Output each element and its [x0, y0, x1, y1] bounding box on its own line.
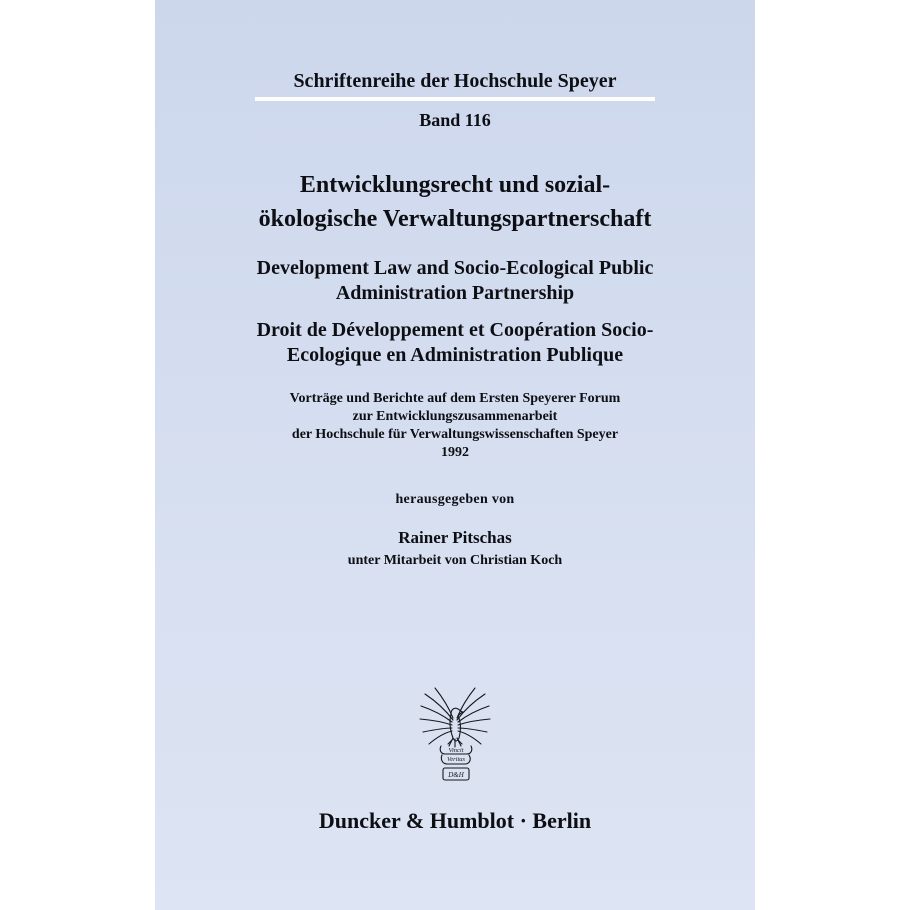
eagle-emblem-icon [417, 680, 493, 784]
title-english-line-1: Development Law and Socio-Ecological Public [256, 257, 654, 279]
subtitle-line-2: zur Entwicklungszusammenarbeit [352, 409, 558, 424]
logo-motto-1: Vincit [448, 747, 464, 754]
publisher: Duncker & Humblot · Berlin [318, 808, 592, 833]
subtitle-line-3: der Hochschule für Verwaltungswissenschaften Speyer [291, 427, 619, 442]
volume-number: Band 116 [419, 110, 491, 130]
title-german-line-2: ökologische Verwaltungspartnerschaft [258, 206, 652, 232]
subtitle-year: 1992 [441, 445, 469, 460]
logo-monogram: D&H [448, 771, 464, 779]
book-cover [155, 0, 755, 910]
title-french-line-2: Ecologique en Administration Publique [286, 344, 624, 366]
subtitle-line-1: Vorträge und Berichte auf dem Ersten Speyerer Forum [289, 391, 621, 406]
title-english-line-2: Administration Partnership [335, 282, 575, 304]
series-rule [255, 97, 655, 101]
series-title: Schriftenreihe der Hochschule Speyer [293, 70, 617, 92]
title-german-line-1: Entwicklungsrecht und sozial- [299, 172, 611, 198]
editor-name: Rainer Pitschas [398, 528, 512, 547]
collaboration-note: unter Mitarbeit von Christian Koch [347, 553, 563, 568]
logo-motto-2: Veritas [446, 756, 466, 763]
title-french-line-1: Droit de Développement et Coopération Socio- [256, 319, 654, 341]
edited-by-label: herausgegeben von [395, 492, 515, 507]
